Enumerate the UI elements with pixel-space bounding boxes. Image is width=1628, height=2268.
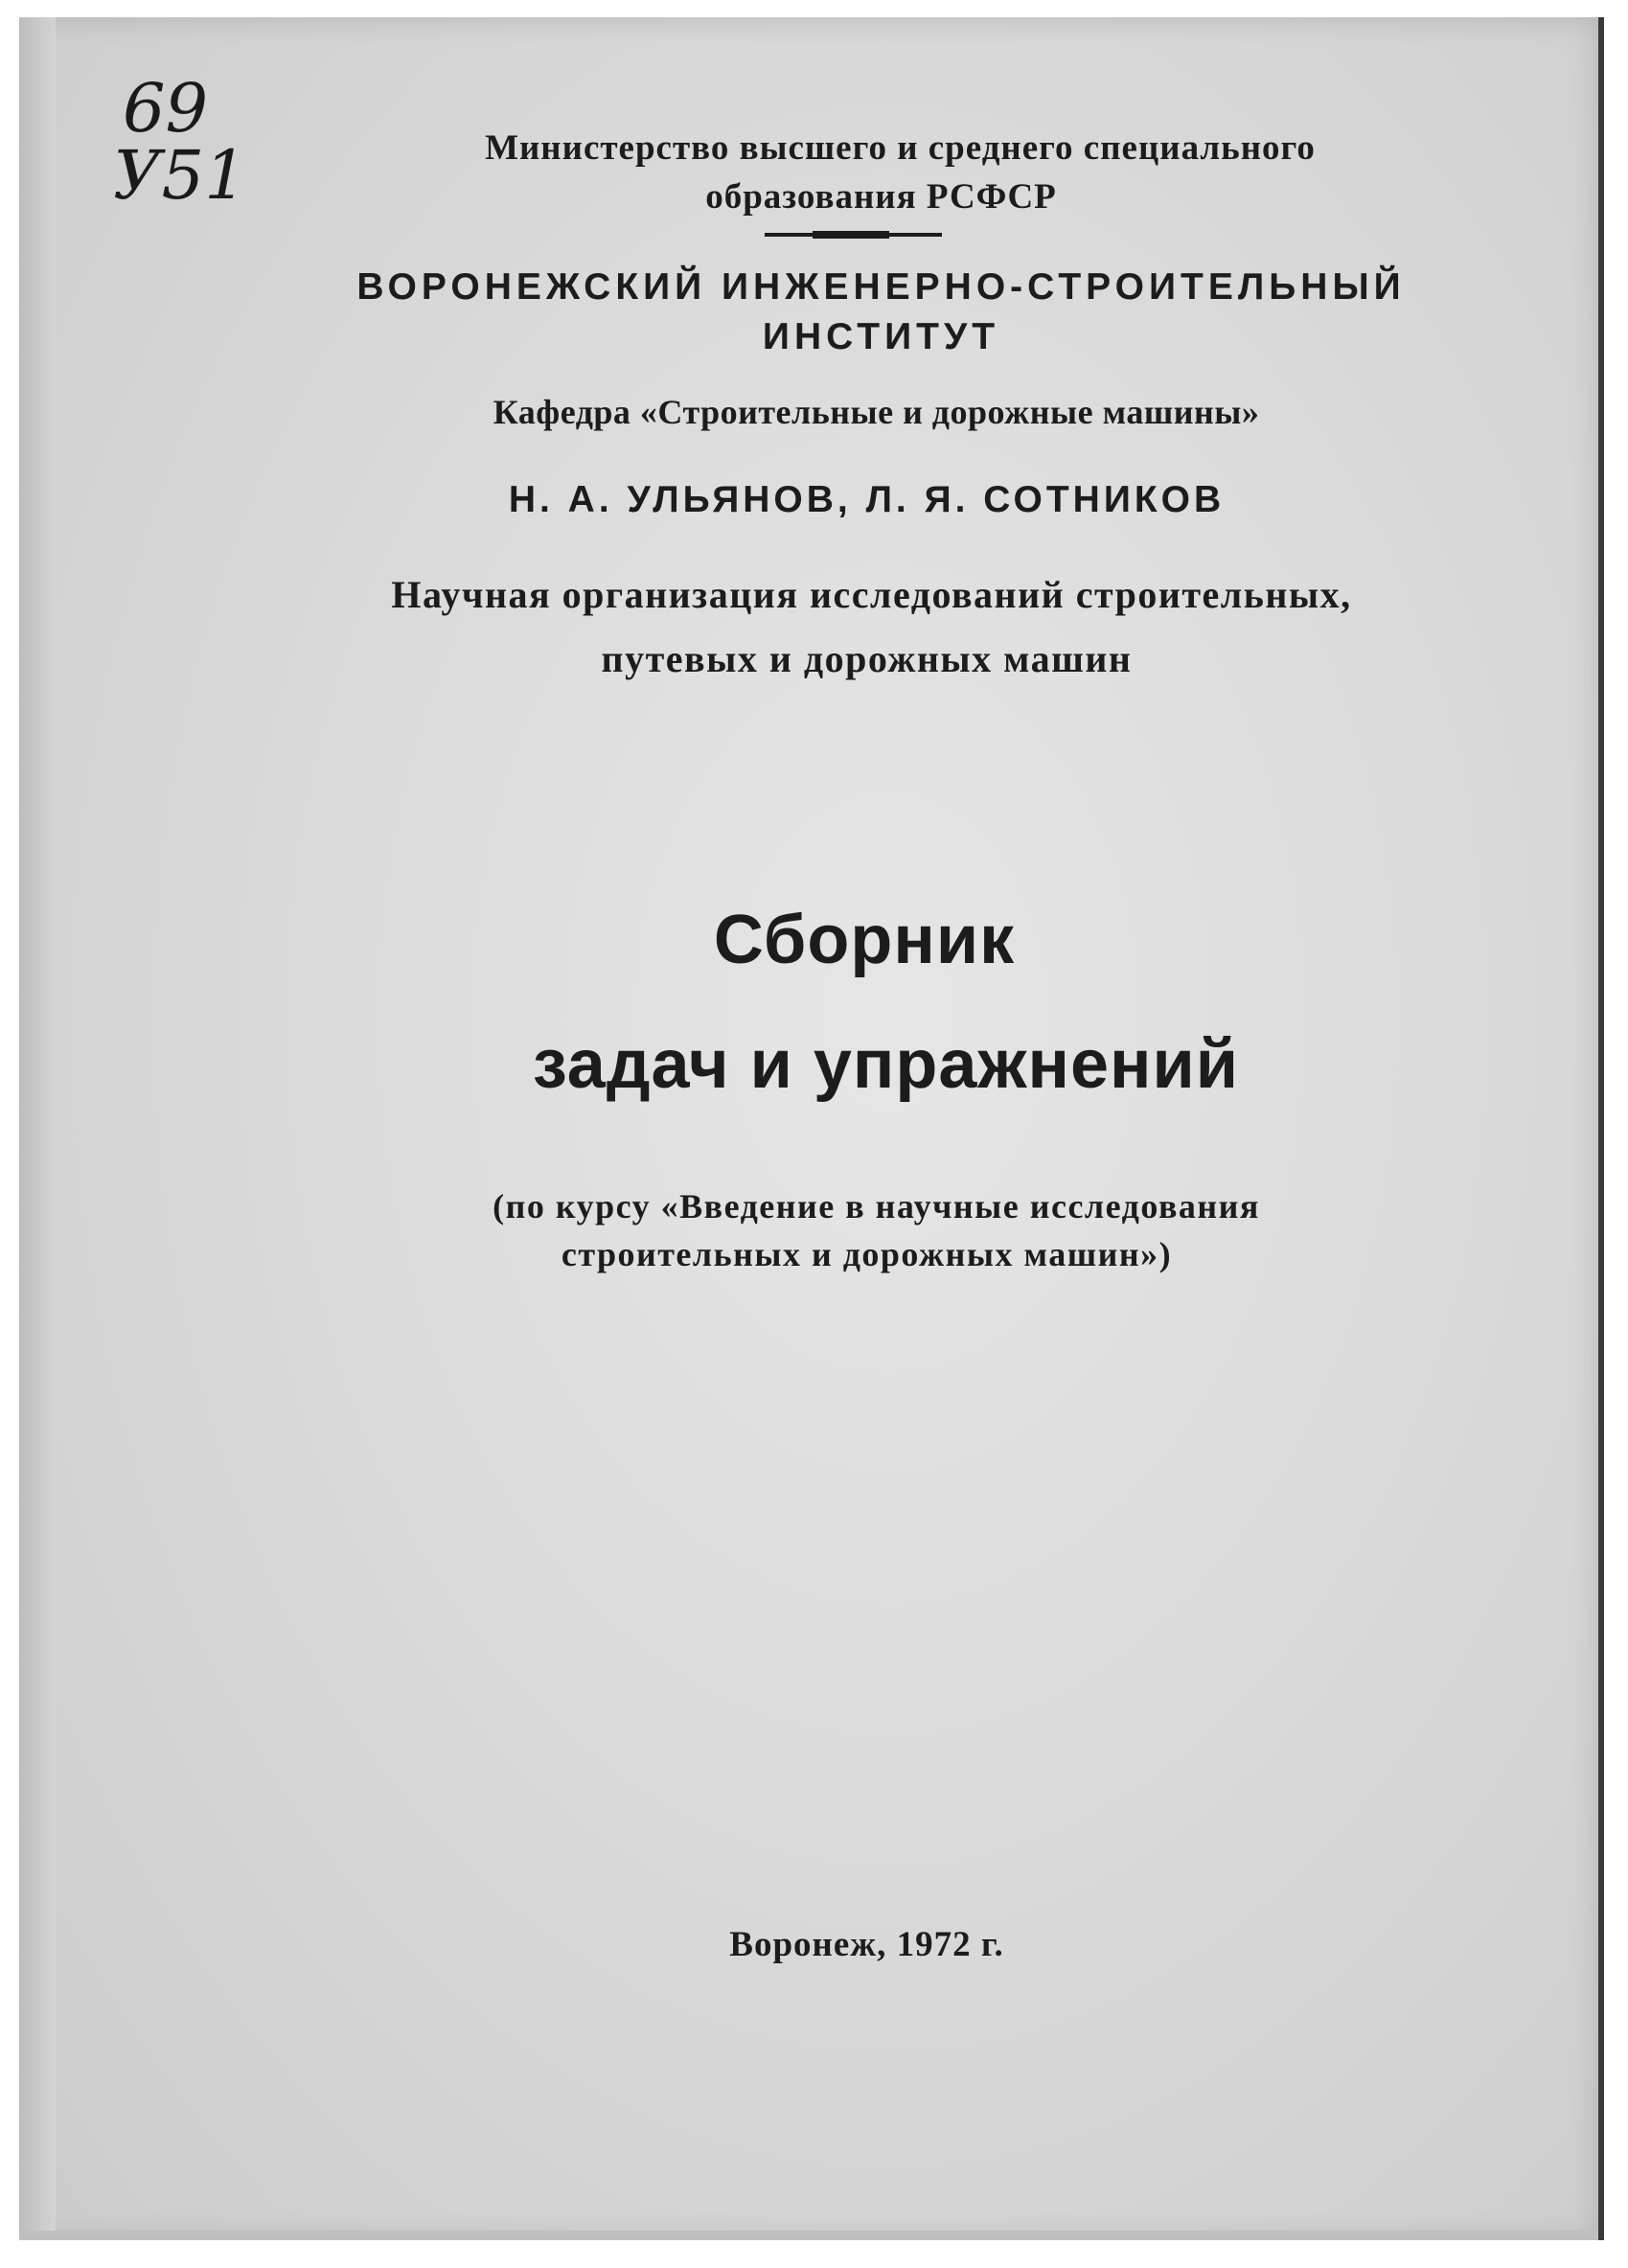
ministry-line1: Министерство высшего и среднего специального bbox=[485, 128, 1316, 168]
main-title-line2: задач и упражнений bbox=[532, 1026, 1240, 1103]
handwritten-shelfmark-line2: У51 bbox=[113, 136, 247, 215]
course-note-line2: строительных и дорожных машин») bbox=[561, 1235, 1173, 1273]
course-note-line1: (по курсу «Введение в научные исследования bbox=[493, 1187, 1260, 1226]
authors-line: Н. А. УЛЬЯНОВ, Л. Я. СОТНИКОВ bbox=[508, 479, 1226, 520]
institute-line1: ВОРОНЕЖСКИЙ ИНЖЕНЕРНО-СТРОИТЕЛЬНЫЙ bbox=[356, 266, 1406, 308]
handwritten-shelfmark-line1: 69 bbox=[123, 69, 209, 148]
ministry-line2: образования РСФСР bbox=[705, 177, 1057, 217]
institute-line2: ИНСТИТУТ bbox=[762, 316, 1000, 357]
department-line: Кафедра «Строительные и дорожные машины» bbox=[493, 393, 1260, 431]
main-title-line1: Сборник bbox=[713, 902, 1016, 978]
header-divider-center bbox=[813, 231, 889, 239]
paper-bottom-edge bbox=[19, 2231, 1598, 2240]
subject-line1: Научная организация исследований строительных, bbox=[391, 573, 1352, 616]
subject-line2: путевых и дорожных машин bbox=[601, 637, 1133, 680]
imprint-line: Воронеж, 1972 г. bbox=[729, 1925, 1004, 1964]
